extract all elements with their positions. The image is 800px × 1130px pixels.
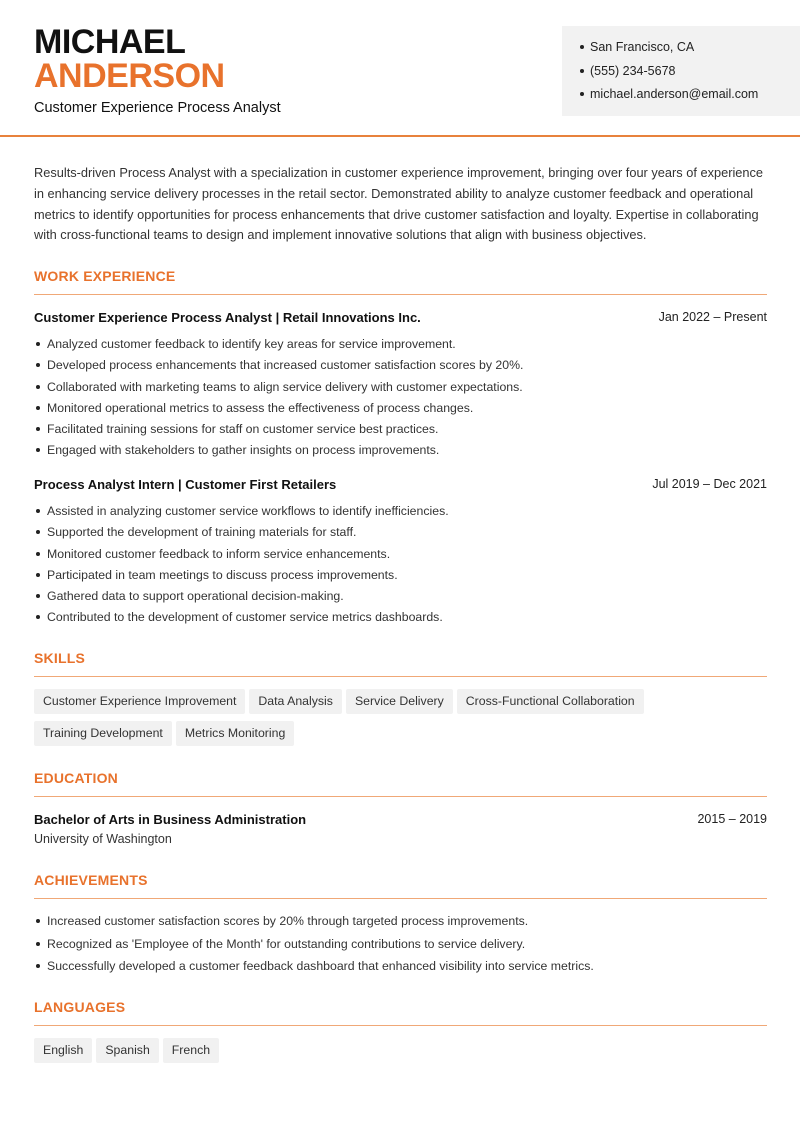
job-header (34, 477, 767, 495)
list-item: Engaged with stakeholders to gather insights on process improvements. (34, 442, 767, 463)
language-tags (34, 1038, 767, 1070)
skill-tag: Customer Experience Improvement (34, 689, 245, 714)
job-dates: Jul 2019 – Dec 2021 (652, 477, 767, 491)
contact-email: michael.anderson@email.com (580, 86, 758, 110)
section-title-education: EDUCATION (34, 770, 767, 797)
skills-tags (34, 689, 767, 753)
language-tag: French (163, 1038, 219, 1063)
contact-location: San Francisco, CA (580, 39, 758, 63)
job-role: Process Analyst Intern | Customer First Retailers (34, 477, 337, 492)
job-bullets (34, 336, 767, 464)
resume-header (0, 0, 800, 137)
contact-box (562, 26, 800, 116)
skill-tag: Cross-Functional Collaboration (457, 689, 644, 714)
language-tag: English (34, 1038, 92, 1063)
job-bullets (34, 503, 767, 631)
list-item: Successfully developed a customer feedback dashboard that enhanced visibility into service metrics. (34, 958, 767, 981)
list-item: Monitored customer feedback to inform service enhancements. (34, 546, 767, 567)
first-name: MICHAEL (34, 23, 186, 61)
education-header (34, 812, 767, 830)
section-title-skills: SKILLS (34, 650, 767, 677)
list-item: Recognized as 'Employee of the Month' for outstanding contributions to service delivery. (34, 936, 767, 959)
section-title-work: WORK EXPERIENCE (34, 268, 767, 295)
skill-tag: Metrics Monitoring (176, 721, 294, 746)
skill-tag: Data Analysis (249, 689, 342, 714)
last-name: ANDERSON (34, 57, 225, 95)
list-item: Supported the development of training materials for staff. (34, 524, 767, 545)
job-header (34, 310, 767, 328)
list-item: Contributed to the development of customer service metrics dashboards. (34, 609, 767, 630)
list-item: Monitored operational metrics to assess the effectiveness of process changes. (34, 400, 767, 421)
job-role: Customer Experience Process Analyst | Retail Innovations Inc. (34, 310, 421, 325)
achievement-bullets (34, 913, 767, 981)
list-item: Participated in team meetings to discuss process improvements. (34, 567, 767, 588)
contact-list (580, 39, 758, 110)
school: University of Washington (34, 832, 172, 846)
list-item: Gathered data to support operational decision-making. (34, 588, 767, 609)
list-item: Increased customer satisfaction scores by 20% through targeted process improvements. (34, 913, 767, 936)
list-item: Assisted in analyzing customer service workflows to identify inefficiencies. (34, 503, 767, 524)
job-dates: Jan 2022 – Present (658, 310, 767, 324)
list-item: Collaborated with marketing teams to align service delivery with customer expectations. (34, 379, 767, 400)
skill-tag: Training Development (34, 721, 172, 746)
job-title: Customer Experience Process Analyst (34, 100, 281, 116)
degree: Bachelor of Arts in Business Administration (34, 812, 307, 827)
section-title-languages: LANGUAGES (34, 999, 767, 1026)
contact-phone: (555) 234-5678 (580, 63, 758, 87)
language-tag: Spanish (96, 1038, 158, 1063)
skill-tag: Service Delivery (346, 689, 453, 714)
list-item: Facilitated training sessions for staff on customer service best practices. (34, 421, 767, 442)
list-item: Analyzed customer feedback to identify key areas for service improvement. (34, 336, 767, 357)
education-dates: 2015 – 2019 (697, 812, 767, 826)
summary: Results-driven Process Analyst with a specialization in customer experience improvement, bringing over four years of experience in enhancing service delivery processes in the retail sector. Demonstrated ability to analyze customer feedback and operational metrics to identify opportunities for process enhancements that drive customer satisfaction and loyalty. Expertise in collaborating with cross-functional teams to design and implement innovative solutions that align with business objectives. (34, 165, 764, 243)
section-title-achievements: ACHIEVEMENTS (34, 872, 767, 899)
list-item: Developed process enhancements that increased customer satisfaction scores by 20%. (34, 357, 767, 378)
